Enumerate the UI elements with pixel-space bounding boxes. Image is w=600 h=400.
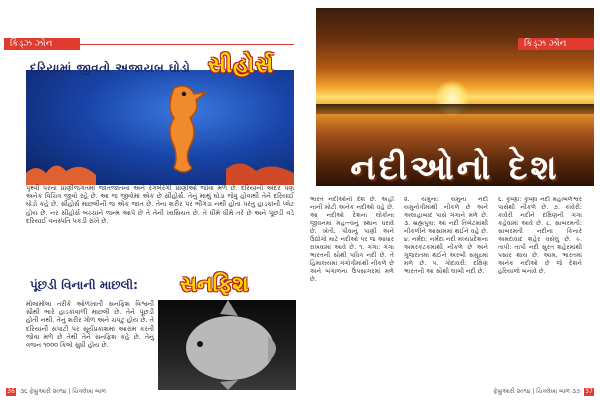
sunfish-subtitle: પૂંછડી વિનાની માછલી: — [30, 278, 138, 292]
sunfish-article-text: મોલામોલા તરીકે ઓળખાતી સનફિશ વિશ્વની સૌથી ભારે હાડકાંવાળી માછલી છે. તેને પૂંછડી હોતી નથી. તેનું શરીર ગોળ અને ચપટું હોય છે. તે દરિયાની સપાટી પર સૂર્યપ્રકાશમાં આરામ કરતી જોવા મળે છે તેથી તેને સનફિશ કહે છે. તેનું વજન ૧૦૦૦ કિલો સુધી હોય છે. — [26, 300, 154, 350]
seahorse-illustration — [144, 80, 214, 180]
seahorse-photo — [26, 70, 294, 185]
sunfish-title: સનફિશ — [180, 272, 249, 296]
seahorse-title: સીહોર્સ — [208, 53, 275, 78]
left-footer: ૩૬ ફેબ્રુઆરી ૨૦૧૪ | ચિત્રલેખા બાળ — [20, 388, 107, 395]
right-footer: ફેબ્રુઆરી ૨૦૧૪ | ચિત્રલેખા બાળ ૩૭ — [493, 388, 580, 395]
sunfish-heading — [30, 272, 290, 296]
right-page-number: 37 — [585, 388, 593, 395]
sunfish-photo — [158, 300, 296, 390]
river-article-column-3: ૬. કૃષ્ણા: કૃષ્ણા નદી મહાબળેશ્વર પાસેથી નીકળે છે. ૭. કાવેરી: કાવેરી નદીને દક્ષિણની ગંગા કહેવામાં આવે છે. ૮. સાબરમતી: સાબરમતી નદીના કિનારે અમદાવાદ શહેર વસેલું છે. ૯. તાપી: તાપી નદી સુરત શહેરમાંથી પસાર થાય છે. આમ, ભારતમાં અનેક નદીઓ છે જે દેશને હરિયાળો બનાવે છે. — [498, 196, 582, 275]
right-section-tag: કિડ્ઝ ઝોન — [518, 38, 594, 50]
seahorse-heading — [30, 53, 290, 81]
seahorse-subtitle: દરિયામાં જીવતો અજાયબ ઘોડો — [30, 61, 191, 75]
river-sunset-photo — [316, 8, 594, 186]
sunfish-illustration — [158, 300, 296, 390]
treeline-silhouette — [316, 104, 594, 114]
seahorse-article-text: પૃથ્વી પરના પ્રાણીજગતમાં જાતજાતના અને રંગબેરંગી પ્રાણીઓ જોવા મળે છે. દરિયાની અંદર પણ અનેક વિચિત્ર જીવો રહે છે. આ જ જીવોમાં એક છે સીહોર્સ. તેનું માથું ઘોડા જેવું હોવાથી તેને દરિયાઈ ઘોડો કહે છે. સીહોર્સ માછલીની જ એક જાત છે. તેના શરીર પર ભીંગડા નથી હોતા પરંતુ હાડકાંની પ્લેટ હોય છે. નર સીહોર્સ બચ્ચાંને જન્મ આપે છે તે તેની ખાસિયત છે. તે ધીમે ધીમે તરે છે અને પૂંછડી વડે દરિયાઈ વનસ્પતિ પકડી રાખે છે. — [26, 184, 294, 225]
left-section-tag: કિડ્ઝ ઝોન — [4, 38, 80, 50]
right-page — [300, 0, 600, 400]
river-article-column-1: ભારત નદીઓનો દેશ છે. અહીં નાની મોટી અનેક નદીઓ વહે છે. આ નદીઓ દેશના લોકોના જીવનમાં મહત્ત્વનું સ્થાન ધરાવે છે. ખેતી, પીવાનું પાણી અને ઉદ્યોગો માટે નદીઓ પર જ આધાર રાખવામાં આવે છે. ૧. ગંગા: ગંગા ભારતની સૌથી પવિત્ર નદી છે. તે હિમાલયમાં ગંગોત્રીમાંથી નીકળે છે અને બંગાળના ઉપસાગરમાં મળે છે. — [310, 196, 394, 283]
left-header-rule — [80, 44, 294, 45]
river-title: નદીઓનો દેશ — [350, 148, 560, 186]
left-page-number: 36 — [7, 388, 15, 395]
river-article-column-2: ૨. યમુના: યમુના નદી યમુનોત્રીમાંથી નીકળે છે અને અલાહાબાદ પાસે ગંગાને મળે છે. ૩. બ્રહ્મપુત્રા: આ નદી તિબેટમાંથી નીકળીને આસામમાં થઈને વહે છે. ૪. નર્મદા: નર્મદા નદી મધ્યપ્રદેશના અમરકંટકમાંથી નીકળે છે અને ગુજરાતમાં થઈને અરબી સમુદ્રમાં મળે છે. ૫. ગોદાવરી: દક્ષિણ ભારતની આ સૌથી લાંબી નદી છે. — [404, 196, 488, 275]
